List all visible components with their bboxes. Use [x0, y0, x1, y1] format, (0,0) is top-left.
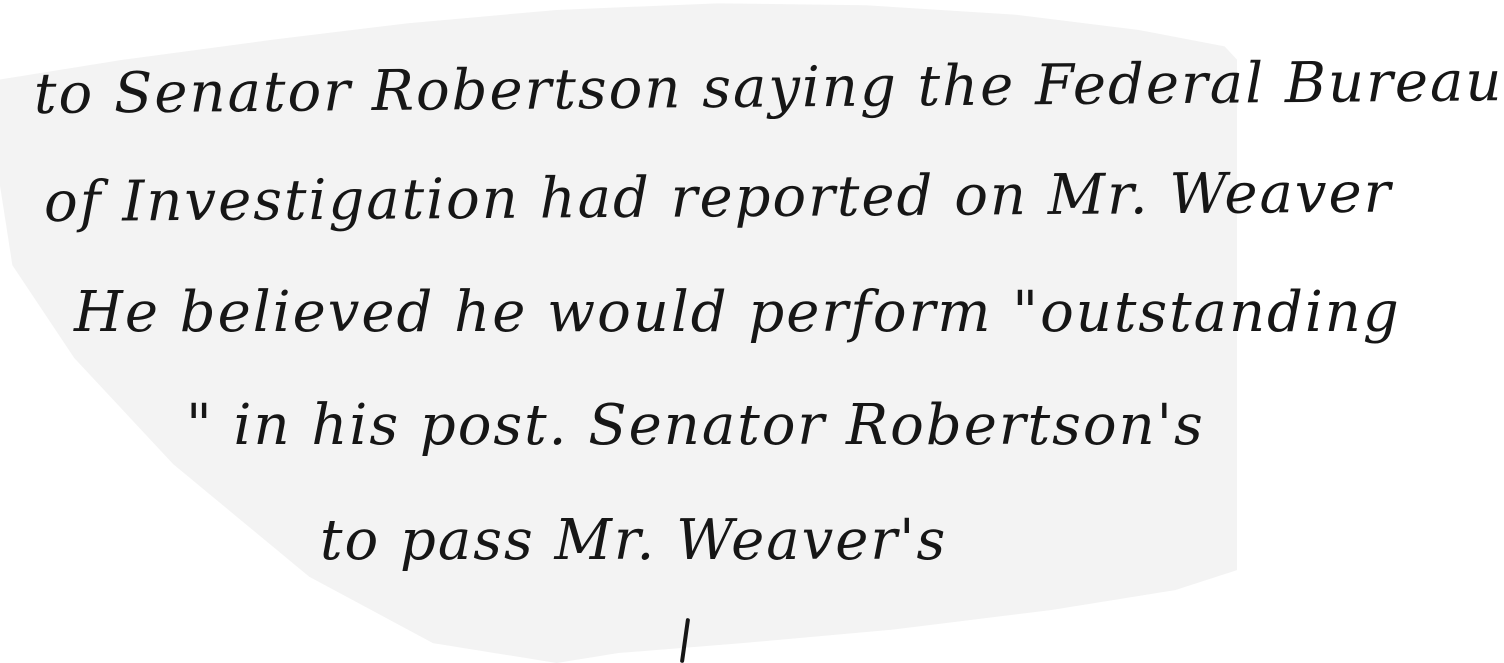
handwritten-line-1: to Senator Robertson saying the Federal Bureau [33, 49, 1504, 127]
handwritten-line-3: He believed he would perform "outstanding [74, 280, 1401, 345]
handwritten-line-2: of Investigation had reported on Mr. Weaver [43, 160, 1393, 235]
handwritten-line-4: " in his post. Senator Robertson's [186, 393, 1205, 458]
handwritten-line-5: to pass Mr. Weaver's [320, 508, 948, 573]
